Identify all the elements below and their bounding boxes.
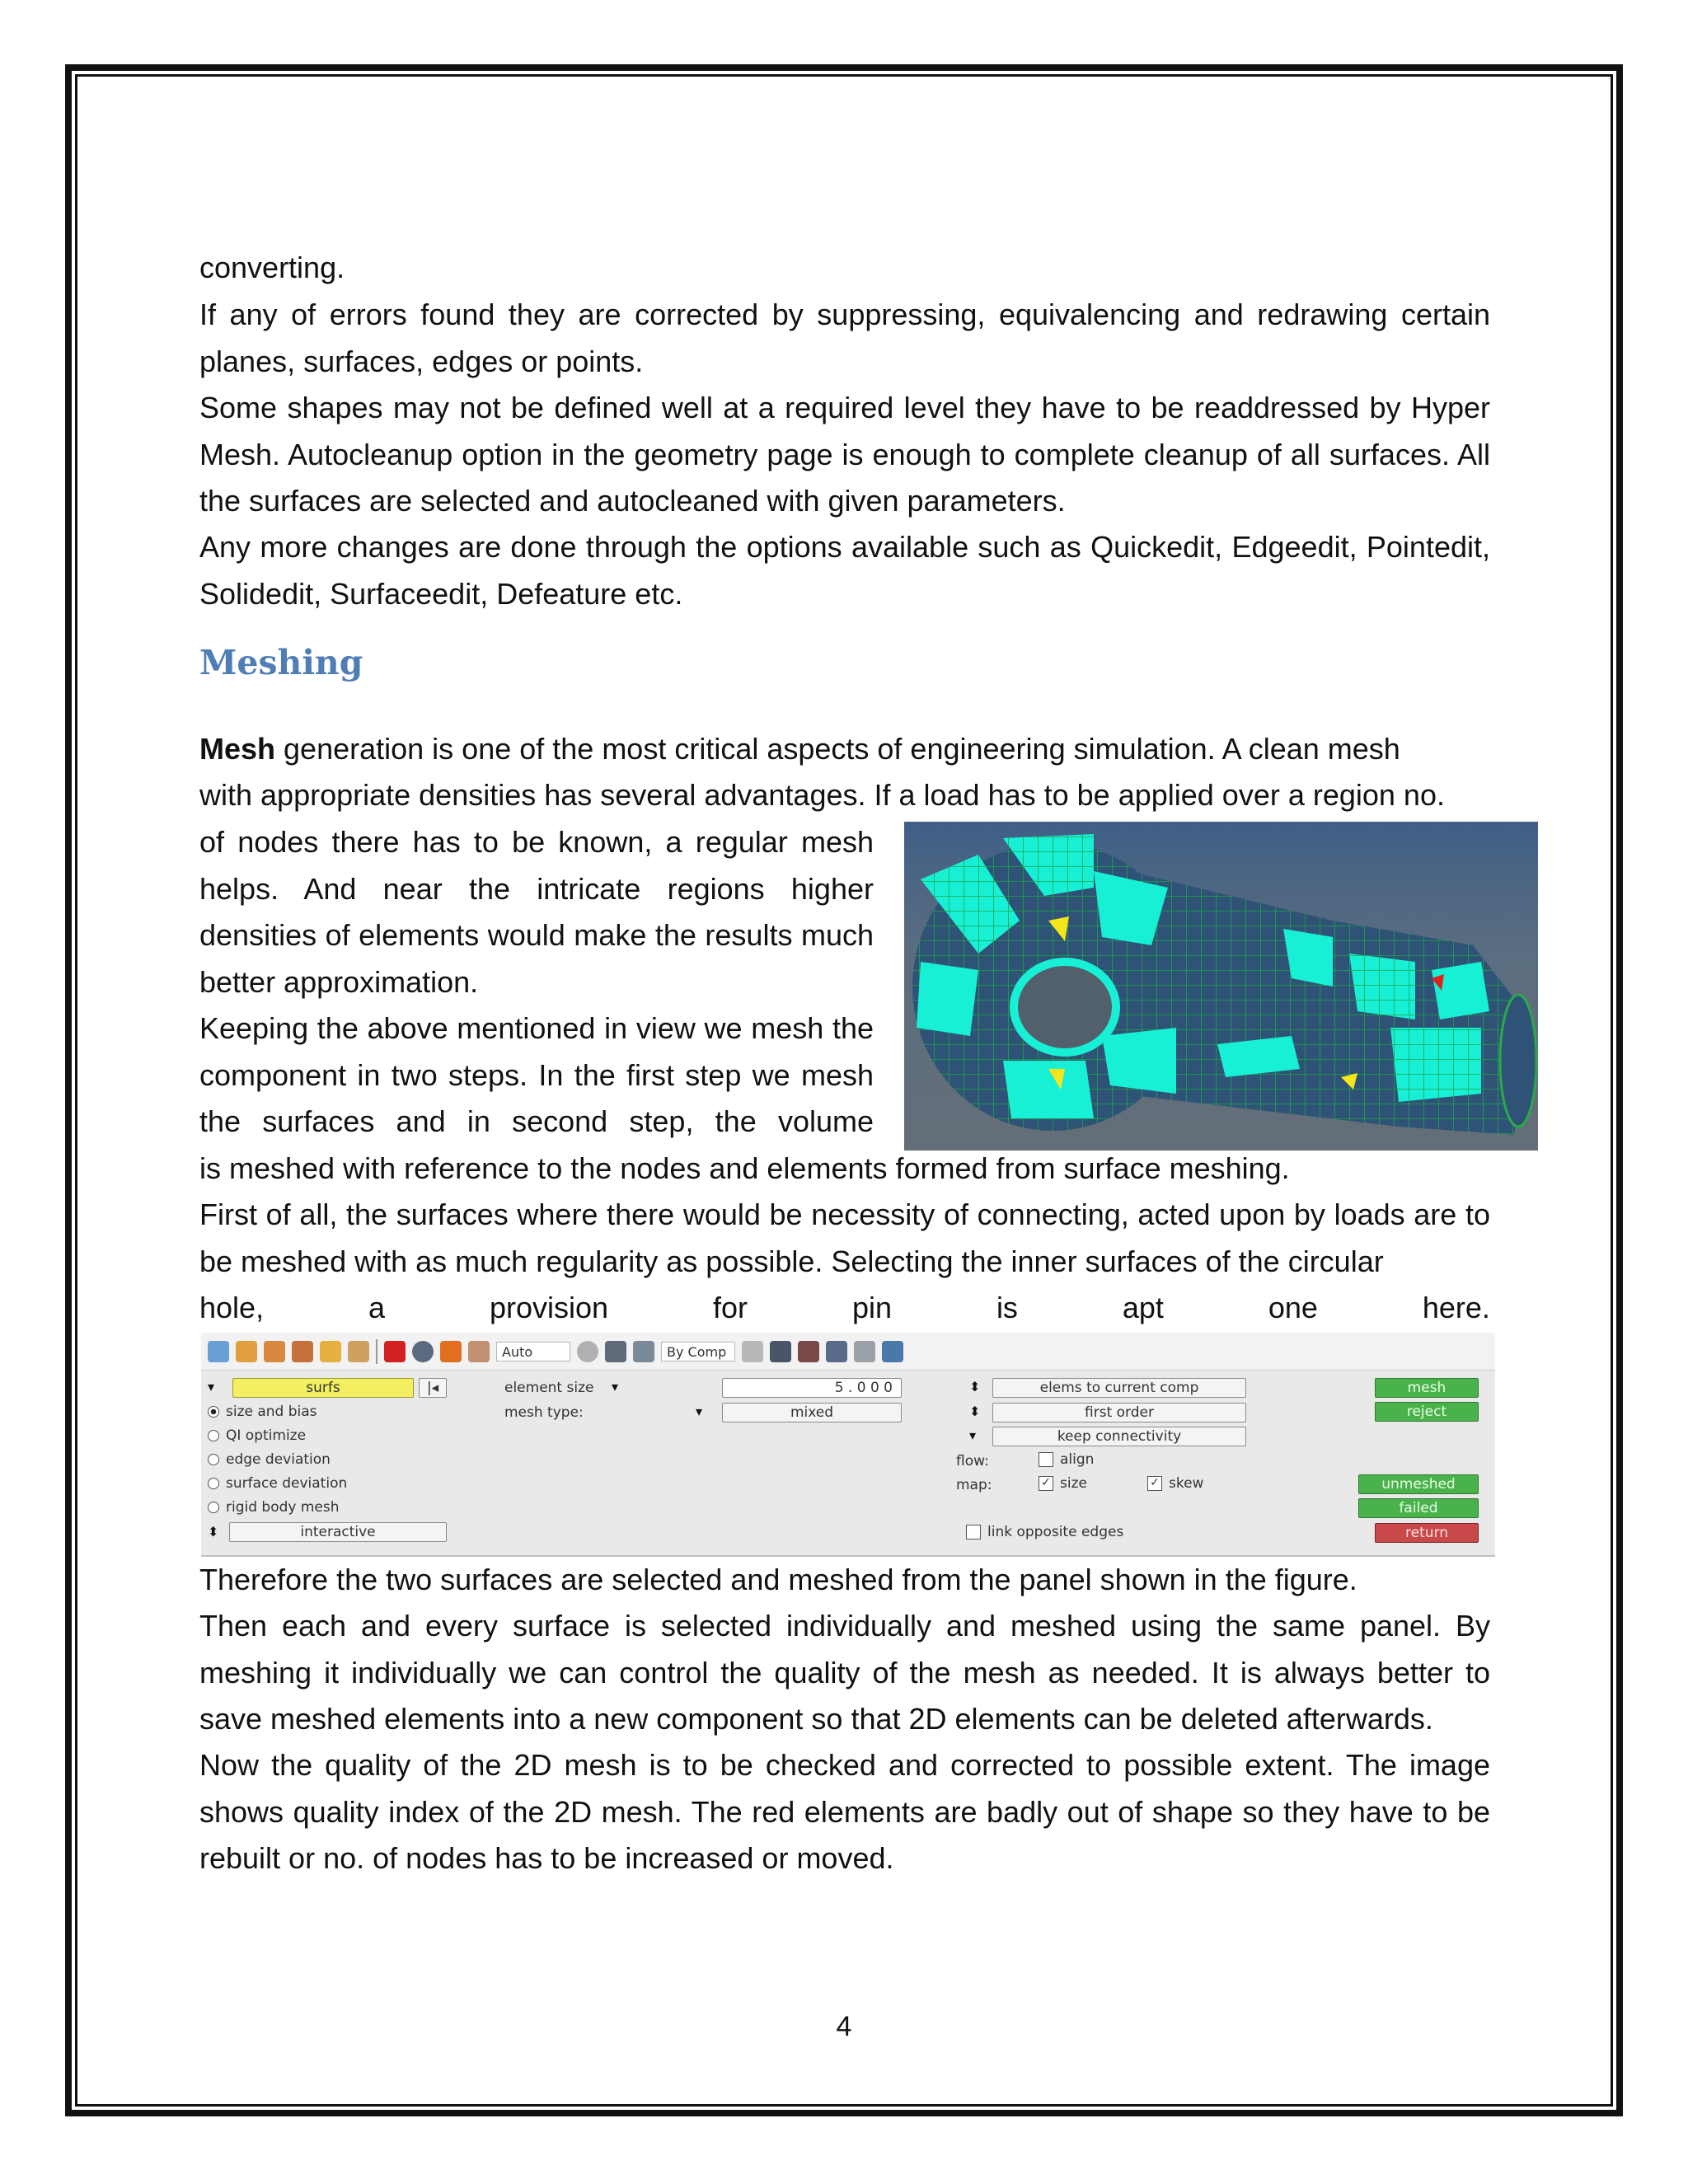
- return-button[interactable]: return: [1375, 1523, 1479, 1543]
- mask-icon[interactable]: [348, 1341, 369, 1362]
- paragraph-mesh-wrapped2: Keeping the above mentioned in view we mesh the component in two steps. In the first step we mesh the surfaces and in second step, the volume: [199, 1011, 874, 1138]
- option-qi-optimize[interactable]: [208, 1427, 306, 1444]
- paragraph-justified-line: [199, 1285, 1490, 1332]
- solid-icon[interactable]: [320, 1341, 341, 1362]
- paragraph-converting: converting.: [199, 251, 345, 284]
- radio-icon[interactable]: [208, 1502, 219, 1513]
- reset-icon[interactable]: |◂: [419, 1378, 447, 1398]
- failed-button[interactable]: failed: [1358, 1498, 1479, 1518]
- word: provision: [489, 1291, 609, 1324]
- elems-to-current-comp-button[interactable]: elems to current comp: [992, 1378, 1246, 1398]
- grid-icon[interactable]: [854, 1341, 875, 1362]
- paragraph-first-of-all: First of all, the surfaces where there would be necessity of connecting, acted upon by loads are to be meshed with as much regularity as possible. Selecting the inner surfaces of the circular: [199, 1197, 1490, 1278]
- shaded-icon[interactable]: [412, 1341, 434, 1362]
- paragraph-mesh-line2: with appropriate densities has several advantages. If a load has to be applied over a region no.: [199, 778, 1445, 812]
- option-rigid-body-mesh[interactable]: [208, 1499, 340, 1516]
- flow-label: flow:: [956, 1453, 989, 1469]
- cube-icon[interactable]: [633, 1341, 654, 1362]
- checkmark-icon[interactable]: ✓: [1039, 1476, 1053, 1491]
- option-edge-deviation[interactable]: [208, 1451, 331, 1468]
- link-opposite-edges-label: link opposite edges: [987, 1524, 1124, 1540]
- monitor-icon[interactable]: [882, 1341, 903, 1362]
- delete-icon[interactable]: [384, 1341, 406, 1362]
- wireframe-icon[interactable]: [742, 1341, 763, 1362]
- word: is: [996, 1291, 1018, 1324]
- element-size-label: element size: [504, 1380, 594, 1396]
- paragraph-errors: If any of errors found they are corrected by suppressing, equivalencing and redrawing certain planes, surfaces, edges or points.: [199, 298, 1490, 378]
- section-heading-meshing: Meshing: [199, 643, 363, 682]
- radio-icon[interactable]: [208, 1454, 219, 1465]
- mesh-button[interactable]: mesh: [1375, 1378, 1479, 1398]
- word: apt: [1122, 1291, 1164, 1324]
- color-mode-select[interactable]: Auto: [496, 1342, 570, 1361]
- word: pin: [851, 1291, 892, 1324]
- option-label: edge deviation: [226, 1451, 331, 1468]
- component-icon[interactable]: [264, 1341, 285, 1362]
- page-number: 4: [836, 2011, 852, 2042]
- option-size-and-bias[interactable]: [208, 1404, 317, 1420]
- element-icon[interactable]: [798, 1341, 819, 1362]
- mesh-type-label: mesh type:: [504, 1404, 584, 1421]
- paragraph-then-each: Then each and every surface is selected individually and meshed using the same panel. By meshing it individually we can control the quality of the mesh as needed. It is always better to save meshed elements into a new component so that 2D elements can be deleted afterwards.: [199, 1609, 1490, 1736]
- word: for: [713, 1291, 748, 1324]
- chevron-down-icon[interactable]: ▾: [969, 1427, 977, 1443]
- option-surface-deviation[interactable]: [208, 1475, 347, 1492]
- toggle-icon[interactable]: ⬍: [969, 1404, 981, 1419]
- keep-connectivity-button[interactable]: keep connectivity: [992, 1427, 1246, 1446]
- shape-icon[interactable]: [292, 1341, 313, 1362]
- paragraph-quality: Now the quality of the 2D mesh is to be checked and corrected to possible extent. The image shows quality index of the 2D mesh. The red elements are badly out of shape so they have to be rebuilt or no. of nodes has to be increased or moved.: [199, 1748, 1490, 1875]
- paragraph-after-image: is meshed with reference to the nodes and elements formed from surface meshing.: [199, 1151, 1290, 1185]
- radio-icon[interactable]: [208, 1478, 219, 1489]
- lasso-icon[interactable]: [577, 1341, 598, 1362]
- mesh-line1-text: generation is one of the most critical aspects of engineering simulation. A clean mesh: [275, 732, 1400, 766]
- radio-icon[interactable]: [208, 1430, 219, 1441]
- chevron-down-icon[interactable]: ▾: [696, 1404, 703, 1419]
- align-checkbox[interactable]: [1039, 1451, 1094, 1468]
- reject-button[interactable]: reject: [1375, 1402, 1479, 1422]
- option-label: surface deviation: [226, 1475, 348, 1492]
- map-label: map:: [956, 1477, 992, 1493]
- bold-word-mesh: Mesh: [199, 732, 276, 766]
- checkmark-icon[interactable]: ✓: [1147, 1476, 1162, 1491]
- automesh-panel: [201, 1333, 1495, 1557]
- paragraph-shapes: Some shapes may not be defined well at a required level they have to be readdressed by Hyper Mesh. Autocleanup option in the geometry page is enough to complete cleanup of all surfaces. All the surfaces are selected and autocleaned with given parameters.: [199, 391, 1490, 518]
- option-label: size and bias: [226, 1404, 317, 1420]
- solid-cube-icon[interactable]: [770, 1341, 791, 1362]
- geometry-icon[interactable]: [208, 1341, 229, 1362]
- word: here.: [1422, 1291, 1490, 1324]
- paragraph-therefore: Therefore the two surfaces are selected and meshed from the panel shown in the figure.: [199, 1563, 1357, 1596]
- size-checkbox[interactable]: [1039, 1475, 1087, 1492]
- checkbox-icon[interactable]: [1039, 1452, 1053, 1467]
- option-label: QI optimize: [226, 1427, 307, 1444]
- link-opposite-edges-checkbox[interactable]: [966, 1524, 1123, 1540]
- word: a: [368, 1291, 386, 1324]
- mesh-figure-drawing: [904, 822, 1538, 1151]
- plane-icon[interactable]: [826, 1341, 847, 1362]
- align-label: align: [1060, 1451, 1095, 1468]
- chevron-down-icon[interactable]: ▾: [208, 1379, 215, 1394]
- unmeshed-button[interactable]: unmeshed: [1358, 1474, 1479, 1494]
- toggle-icon[interactable]: ⬍: [208, 1524, 219, 1540]
- mesh-type-select[interactable]: mixed: [722, 1403, 902, 1422]
- panel-toolbar: [201, 1333, 1495, 1371]
- skew-checkbox[interactable]: [1147, 1475, 1203, 1492]
- surfs-selector[interactable]: surfs: [232, 1378, 414, 1398]
- checkbox-icon[interactable]: [966, 1525, 981, 1540]
- radio-icon[interactable]: [208, 1406, 219, 1418]
- word: one: [1268, 1291, 1318, 1324]
- light-icon[interactable]: [440, 1341, 462, 1362]
- first-order-button[interactable]: first order: [992, 1403, 1246, 1422]
- toggle-icon[interactable]: ⬍: [969, 1379, 981, 1394]
- interactive-button[interactable]: interactive: [229, 1522, 447, 1542]
- element-size-input[interactable]: 5 . 0 0 0: [722, 1378, 902, 1398]
- size-label: size: [1060, 1475, 1087, 1492]
- surface-icon[interactable]: [236, 1341, 257, 1362]
- paragraph-mesh-wrapped1: of nodes there has to be known, a regular mesh helps. And near the intricate regions higher densities of elements would make the results much better approximation.: [199, 825, 874, 999]
- toolbar-separator: [376, 1339, 377, 1364]
- dropdown-arrow-icon[interactable]: ▾: [612, 1379, 619, 1394]
- word: hole,: [199, 1291, 265, 1324]
- paragraph-changes: Any more changes are done through the options available such as Quickedit, Edgeedit, Pointedit, Solidedit, Surfaceedit, Defeature etc.: [199, 530, 1490, 611]
- mesh-figure: [904, 822, 1538, 1151]
- display-by-select[interactable]: By Comp: [661, 1342, 735, 1361]
- option-label: rigid body mesh: [226, 1499, 340, 1516]
- view-icon[interactable]: [605, 1341, 626, 1362]
- paragraph-mesh-line1: [199, 726, 1490, 773]
- axis-icon[interactable]: [468, 1341, 490, 1362]
- skew-label: skew: [1169, 1475, 1204, 1492]
